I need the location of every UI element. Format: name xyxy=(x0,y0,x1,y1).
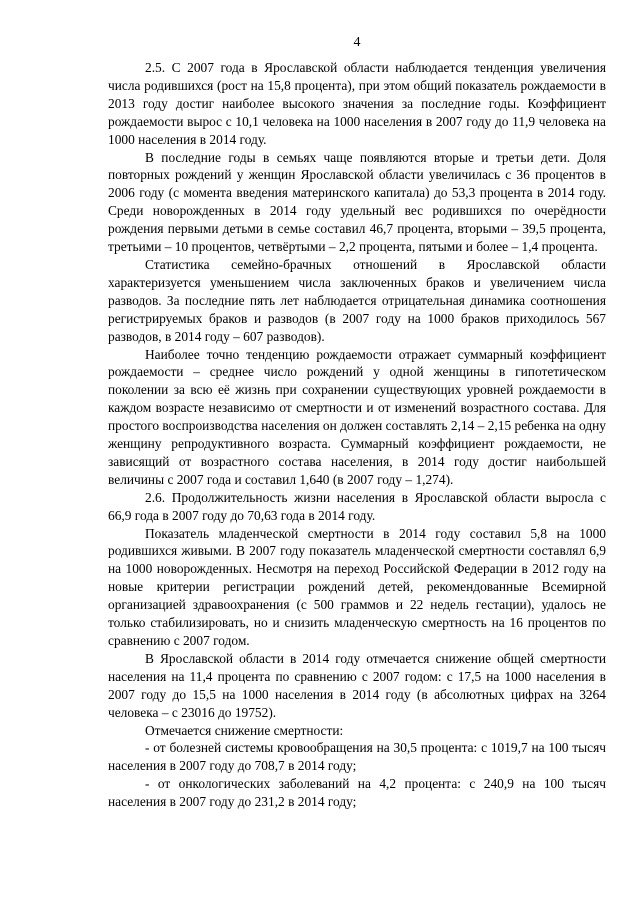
paragraph-marriage-divorce: Статистика семейно-брачных отношений в Ярославской области характеризуется уменьшением числа заключенных браков и увеличением числа разводов. За последние пять лет наблюдается отрицательная динамика соотношения регистрируемых браков и разводов (в 2007 году на 1000 браков приходилось 567 разводов, в 2014 году – 607 разводов). xyxy=(108,256,606,344)
page-number: 4 xyxy=(353,35,361,50)
list-item-oncological-diseases: - от онкологических заболеваний на 4,2 процента: с 240,9 на 100 тысяч населения в 2007 году до 231,2 в 2014 году; xyxy=(108,776,606,810)
document-page xyxy=(108,34,606,811)
paragraph-birth-rate-trend: 2.5. С 2007 года в Ярославской области наблюдается тенденция увеличения числа родившихся (рост на 15,8 процента), при этом общий показатель рождаемости в 2013 году достиг наиболее высокого значения за последние годы. Коэффициент рождаемости вырос с 10,1 человека на 1000 населения в 2007 году до 11,9 человека на 1000 населения в 2014 году. xyxy=(108,60,606,147)
paragraph-second-third-children: В последние годы в семьях чаще появляются вторые и третьи дети. Доля повторных рождений у женщин Ярославской области увеличилась с 36 процентов в 2006 году (с момента введения материнского капитала) до 53,3 процента в 2014 году. Среди новорожденных в 2014 году удельный вес родившихся по очерёдности рождения первыми детьми в семье составил 46,7 процента, вторыми – 39,5 процента, третьими – 10 процентов, четвёртыми – 2,2 процента, пятыми и более – 1,4 процента. xyxy=(108,149,606,255)
list-item-circulatory-diseases: - от болезней системы кровообращения на 30,5 процента: с 1019,7 на 100 тысяч населения в 2007 году до 708,7 в 2014 году; xyxy=(108,740,606,774)
paragraph-infant-mortality: Показатель младенческой смертности в 2014 году составил 5,8 на 1000 родившихся живыми. В 2007 году показатель младенческой смертности составлял 6,9 на 1000 новорожденных. Несмотря на переход Российской Федерации в 2012 году на новые критерии регистрации рождений детей, рекомендованные Всемирной организацией здравоохранения (с 500 граммов и 22 недель гестации), удалось не только стабилизировать, но и снизить младенческую смертность на 16 процентов по сравнению с 2007 годом. xyxy=(108,525,606,648)
paragraph-life-expectancy: 2.6. Продолжительность жизни населения в Ярославской области выросла с 66,9 года в 2007 году до 70,63 года в 2014 году. xyxy=(108,489,606,523)
paragraph-mortality-decrease-intro: Отмечается снижение смертности: xyxy=(145,722,344,738)
paragraph-total-fertility-rate: Наиболее точно тенденцию рождаемости отражает суммарный коэффициент рождаемости – среднее число рождений у одной женщины в гипотетическом поколении за всю её жизнь при сохранении существующих уровней рождаемости в каждом возрасте независимо от смертности и от изменений возрастного состава. Для простого воспроизводства населения он должен составлять 2,14 – 2,15 ребенка на одну женщину репродуктивного возраста. Суммарный коэффициент рождаемости, не зависящий от возрастного состава населения, в 2014 году достиг наибольшей величины с 2007 года и составил 1,640 (в 2007 году – 1,274). xyxy=(108,346,606,487)
paragraph-general-mortality: В Ярославской области в 2014 году отмечается снижение общей смертности населения на 11,4 процента по сравнению с 2007 годом: с 17,5 на 1000 населения в 2007 году до 15,5 на 1000 населения в 2014 году (в абсолютных цифрах на 3264 человека – с 23016 до 19752). xyxy=(108,650,606,720)
